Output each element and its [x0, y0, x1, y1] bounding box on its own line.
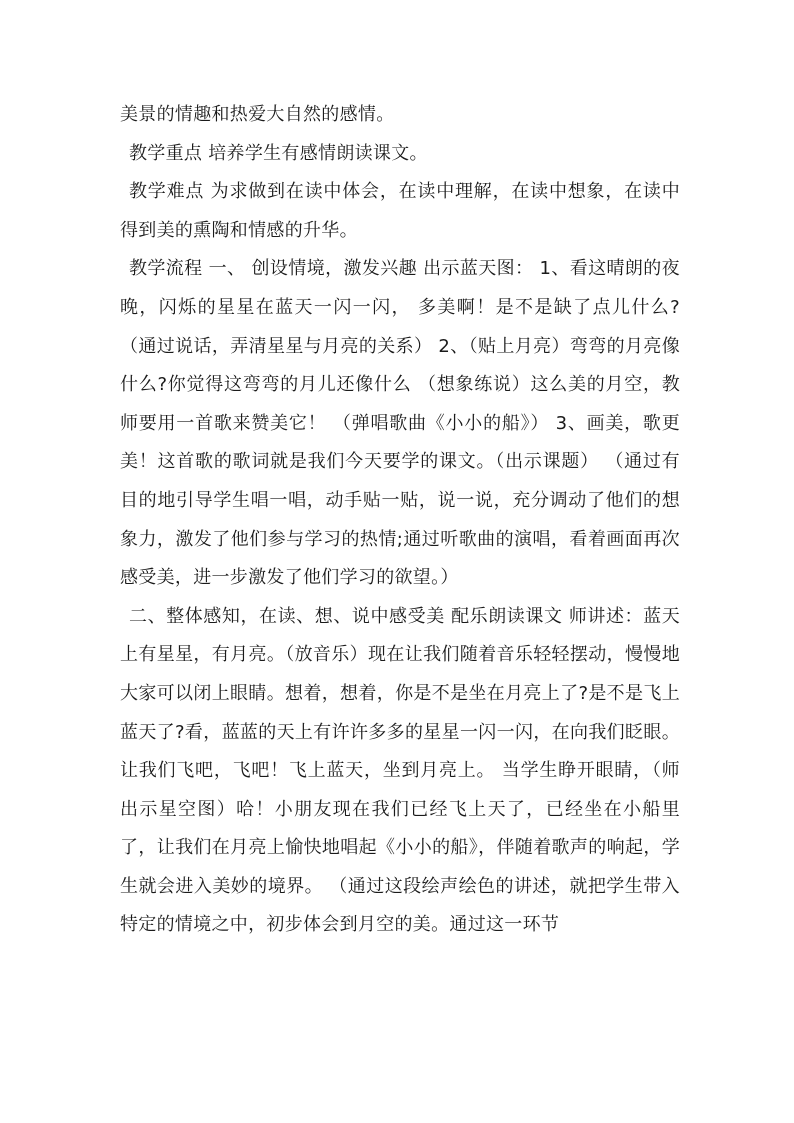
document-body — [120, 96, 680, 945]
paragraph-intro-end: 美景的情趣和热爱大自然的感情。 — [120, 104, 395, 125]
paragraph-teaching-process-step-2: 二、整体感知，在读、想、说中感受美 配乐朗读课文 师讲述：蓝天上有星星，有月亮。（放音乐）现在让我们随着音乐轻轻摆动，慢慢地大家可以闭上眼睛。想着，想着，你是不是坐在月亮上了?是不是飞上蓝天了?看，蓝蓝的天上有许许多多的星星一闪一闪，在向我们眨眼。让我们飞吧，飞吧！飞上蓝天，坐到月亮上。 当学生睁开眼睛，（师出示星空图）哈！小朋友现在我们已经飞上天了，已经坐在小船里了，让我们在月亮上愉快地唱起《小小的船》，伴随着歌声的响起，学生就会进入美妙的境界。 （通过这段绘声绘色的讲述，就把学生带入特定的情境之中，初步体会到月空的美。通过这一环节 — [120, 605, 680, 936]
paragraph-teaching-difficulty: 教学难点 为求做到在读中体会，在读中理解，在读中想象，在读中得到美的熏陶和情感的升华。 — [120, 181, 680, 241]
paragraph-teaching-focus: 教学重点 培养学生有感情朗读课文。 — [129, 142, 428, 164]
paragraph-teaching-process-step-1: 教学流程 一、 创设情境，激发兴趣 出示蓝天图： 1、看这晴朗的夜晚，闪烁的星星在蓝天一闪一闪， 多美啊！是不是缺了点儿什么?（通过说话，弄清星星与月亮的关系） 2、（贴上月亮）弯弯的月亮像什么?你觉得这弯弯的月儿还像什么 （想象练说）这么美的月空，教师要用一首歌来赞美它！ （弹唱歌曲《小小的船》） 3、画美，歌更美！这首歌的歌词就是我们今天要学的课文。（出示课题） （通过有目的地引导学生唱一唱，动手贴一贴，说一说，充分调动了他们的想象力，激发了他们参与学习的热情;通过听歌曲的演唱，看着画面再次感受美，进一步激发了他们学习的欲望。） — [120, 258, 680, 589]
